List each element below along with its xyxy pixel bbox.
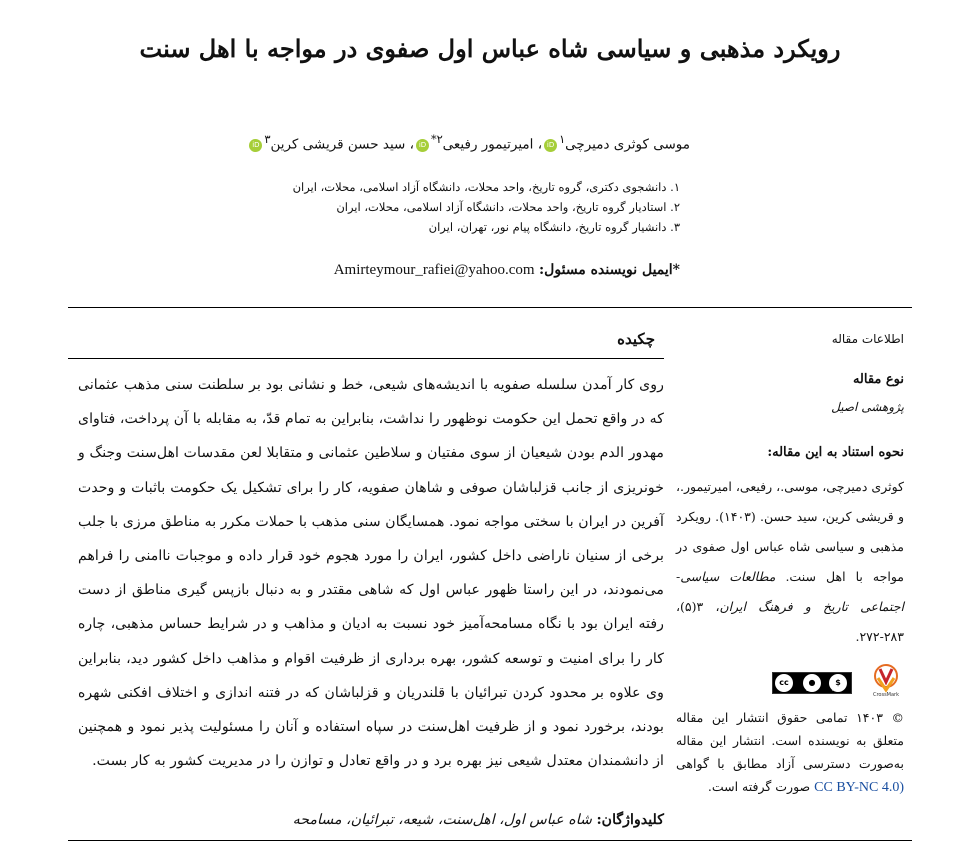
- corresponding-email: [250, 262, 680, 279]
- keywords-value: شاه عباس اول، اهل‌سنت، شیعه، تبرائیان، مسامحه: [292, 812, 592, 828]
- by-icon: ●: [803, 674, 821, 692]
- abstract-heading: چکیده: [617, 330, 655, 348]
- cc-nc-label: NC: [832, 687, 840, 693]
- author-name[interactable]: امیرتیمور رفیعی: [442, 136, 534, 153]
- author-name[interactable]: سید حسن قریشی کرین: [270, 136, 406, 153]
- citation-tail: ، ۳(۵)، ۲۸۳-۲۷۲.: [676, 599, 904, 644]
- nc-icon: $: [829, 674, 847, 692]
- citation-label: نحوه استناد به این مقاله:: [767, 445, 904, 460]
- cc-by-nc-badge-icon[interactable]: [772, 672, 852, 694]
- rights-tail: صورت گرفته است.: [707, 779, 815, 794]
- orcid-icon[interactable]: iD: [416, 139, 429, 152]
- paper-title: رویکرد مذهبی و سیاسی شاه عباس اول صفوی در مواجه با اهل سنت: [139, 34, 841, 63]
- article-type-label: نوع مقاله: [852, 372, 904, 387]
- author-name[interactable]: موسی کوثری دمیرچی: [565, 136, 690, 153]
- affiliations: [250, 177, 680, 237]
- author-sup: ۲*: [430, 133, 443, 146]
- abstract-rule: [68, 358, 664, 359]
- citation-journal: مطالعات سیاسی- اجتماعی تاریخ و فرهنگ ایران: [676, 569, 904, 614]
- article-type-value: پژوهشی اصیل: [831, 400, 904, 414]
- affiliation: ۲. استادیار گروه تاریخ، واحد محلات، دانشگاه آزاد اسلامی، محلات، ایران: [336, 200, 680, 214]
- email-address[interactable]: Amirteymour_rafiei@yahoo.com: [333, 262, 535, 278]
- rights-statement: [676, 706, 904, 799]
- keywords-label: کلیدواژگان:: [596, 812, 664, 828]
- abstract-text: روی کار آمدن سلسله صفویه با اندیشه‌های شیعی، خط و نشانی بود بر سلطنت سنی مذهب عثمانی که در واقع تحمل این حکومت نوظهور را نداشت، بنابراین به تمام قدّ، به مقابله با آن پرداخت، فتاوای مهدور الدم بودن شیعیان از سوی مفتیان و سلاطین عثمانی و متقابلا لعن مقدسات اهل‌سنت وجنگ و خونریزی از جانب قزلباشان صوفی و شاهان صفویه، کار را برای تشکیل یک حکومت باثبات و وحدت آفرین در ایران با سختی مواجه نمود. همسایگان سنی مذهب با حملات مکرر به مناطق مرزی با جلب برخی از سنیان ناراضی داخل کشور، ایران را مورد هجوم خود قرار داده و موجبات ناامنی را فراهم می‌نمودند، در این راستا ظهور عباس اول که شاهی مقتدر و به دنبال بازپس گیری مناطق از دست رفته ایران بود با نگاه مسامحه‌آمیز خود نسبت به ادیان و مذاهب و در شرایط حساس مذهبی، چاره کار را برای امنیت و توسعه کشور، بهره برداری از ظرفیت اقوام و مذاهب داخل کشور دید، بنابراین وی علاوه بر محدود کردن تبرائیان با قلندریان و قزلباشان که در فتنه اندازی و اختلاف افکنی شهره بودند، برخورد نمود و از ظرفیت اهل‌سنت در سپاه استفاده و آنان را مسئولیت پذیر نمود و همچنین از دانشمندان معتدل شیعی نیز بهره برد و در واقع تعادل و توازن را در مدیریت کشور به کار بست.: [78, 377, 664, 770]
- orcid-icon[interactable]: iD: [544, 139, 557, 152]
- affiliation: ۳. دانشیار گروه تاریخ، دانشگاه پیام نور، تهران، ایران: [428, 220, 680, 234]
- email-label: *ایمیل نویسنده مسئول:: [539, 262, 680, 278]
- top-rule: [68, 307, 912, 308]
- citation-body: کوثری دمیرچی، موسی.، رفیعی، امیرتیمور.، و قریشی کرین، سید حسن. (۱۴۰۳). رویکرد مذهبی و سیاسی شاه عباس اول صفوی در مواجه با اهل سنت.: [676, 479, 904, 584]
- license-link[interactable]: (CC BY-NC 4.0: [814, 780, 904, 795]
- author-sup: ۳: [264, 133, 271, 146]
- author-sup: ۱: [559, 133, 566, 146]
- orcid-icon[interactable]: iD: [249, 139, 262, 152]
- bottom-rule: [68, 840, 912, 841]
- cc-icon: cc: [775, 674, 793, 692]
- article-info-heading: اطلاعات مقاله: [831, 332, 904, 346]
- keywords: [78, 812, 664, 828]
- author-list: موسی کوثری دمیرچی$^۱$iD، امیرتیمور رفیعی$^{۲*}$iD، سید حسن قریشی کرین$^۳$iD: [200, 133, 690, 153]
- citation-text: [676, 472, 904, 652]
- affiliation: ۱. دانشجوی دکتری، گروه تاریخ، واحد محلات، دانشگاه آزاد اسلامی، محلات، ایران: [292, 180, 680, 194]
- crossmark-icon[interactable]: [872, 664, 900, 698]
- cc-by-label: BY: [806, 687, 813, 693]
- crossmark-label: CrossMark: [872, 692, 900, 698]
- license-badges: [772, 664, 902, 698]
- rights-text: © ۱۴۰۳ تمامی حقوق انتشار این مقاله متعلق به نویسنده است. انتشار این مقاله به‌صورت دسترسی آزاد مطابق با گواهی: [676, 710, 904, 771]
